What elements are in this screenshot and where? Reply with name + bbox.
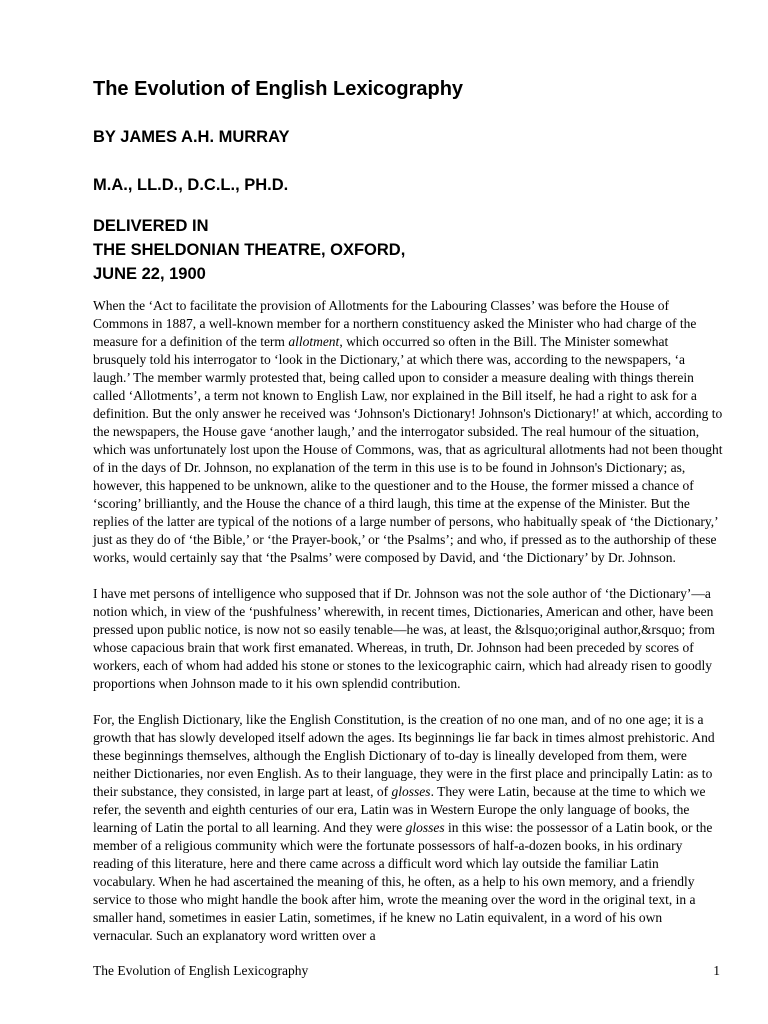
page-number: 1: [713, 963, 720, 978]
emphasized-term: glosses: [391, 784, 431, 799]
paragraph-text: For, the English Dictionary, like the English Constitution, is the creation of no one man, and of no one age; it is a growth that has slowly developed itself adown the ages. Its beginnings lie far back in times almost prehistoric. And these beginnings themselves, although the English Dictionary of to-day is lineally developed from them, were neither Dictionaries, nor even English. As to their language, they were in the first place and principally Latin: as to their substance, they consisted, in large part at least, of: [93, 712, 715, 799]
body-text: [93, 297, 723, 963]
emphasized-term: glosses: [405, 820, 445, 835]
delivery-venue: THE SHELDONIAN THEATRE, OXFORD,: [93, 241, 406, 259]
paragraph-text: When the ‘Act to facilitate the provision of Allotments for the Labouring Classes’ was before the House of Commons in 1887, a well-known member for a northern constituency asked the Minister who had charge of the measure for a definition of the term: [93, 298, 697, 349]
paragraph-text: , which occurred so often in the Bill. The Minister somewhat brusquely told his interrogator to ‘look in the Dictionary,’ at which there was, according to the newspapers, ‘a laugh.’ The member warmly protested that, being called upon to consider a measure dealing with things therein called ‘Allotments’, a term not known to English Law, nor explained in the Bill itself, he had a right to ask for a definition. But the only answer he received was ‘Johnson's Dictionary! Johnson's Dictionary!' at which, according to the newspapers, the House gave ‘another laugh,’ and the interrogator subsided. The real humour of the situation, which was unfortunately lost upon the House of Commons, was, that as agricultural allotments had not been thought of in the days of Dr. Johnson, no explanation of the term in this use is to be found in Johnson's Dictionary; as, however, this happened to be unknown, alike to the questioner and to the House, the former missed a chance of ‘scoring’ brilliantly, and the House the chance of a third laugh, this time at the expense of the Minister. But the replies of the latter are typical of the notions of a large number of persons, who habitually speak of ‘the Dictionary,’ just as they do of ‘the Bible,’ or ‘the Prayer-book,’ or ‘the Psalms’; and who, if pressed as to the authorship of these works, would certainly say that ‘the Psalms’ were composed by David, and ‘the Dictionary’ by Dr. Johnson.: [93, 334, 723, 565]
paragraph-text: I have met persons of intelligence who supposed that if Dr. Johnson was not the sole author of ‘the Dictionary’—a notion which, in view of the ‘pushfulness’ wherewith, in recent times, Dictionaries, American and other, have been pressed upon public notice, is now not so easily tenable—he was, at least, the &lsquo;original author,&rsquo; from whose capacious brain that work first emanated. Whereas, in truth, Dr. Johnson had been preceded by scores of workers, each of whom had added his stone or stones to the lexicographic cairn, which had already risen to goodly proportions when Johnson made to it his own splendid contribution.: [93, 586, 715, 691]
delivery-info: [93, 214, 405, 286]
delivery-date: JUNE 22, 1900: [93, 265, 206, 283]
emphasized-term: allotment: [288, 334, 340, 349]
running-title: The Evolution of English Lexicography: [93, 963, 309, 978]
paragraph: [93, 585, 723, 693]
page-footer: [93, 962, 723, 980]
paragraph-text: in this wise: the possessor of a Latin book, or the member of a religious community which were the fortunate possessors of half-a-dozen books, in his ordinary reading of this literature, here and there came across a difficult word which lay outside the familiar Latin vocabulary. When he had ascertained the meaning of this, he often, as a help to his own memory, and a friendly service to those who might handle the book after him, wrote the meaning over the word in the original text, in a smaller hand, sometimes in easier Latin, sometimes, if he knew no Latin equivalent, in a word of his own vernacular. Such an explanatory word written over a: [93, 820, 713, 943]
author-line: BY JAMES A.H. MURRAY: [93, 128, 290, 146]
paragraph-text: . They were Latin, because at the time to which we refer, the seventh and eighth centuries of our era, Latin was in Western Europe the only language of books, the learning of Latin the portal to all learning. And they were: [93, 784, 706, 835]
paragraph: [93, 297, 723, 567]
degrees-line: M.A., LL.D., D.C.L., PH.D.: [93, 176, 289, 194]
document-title: The Evolution of English Lexicography: [93, 78, 464, 100]
delivery-line: DELIVERED IN: [93, 217, 209, 235]
paragraph: [93, 711, 723, 945]
